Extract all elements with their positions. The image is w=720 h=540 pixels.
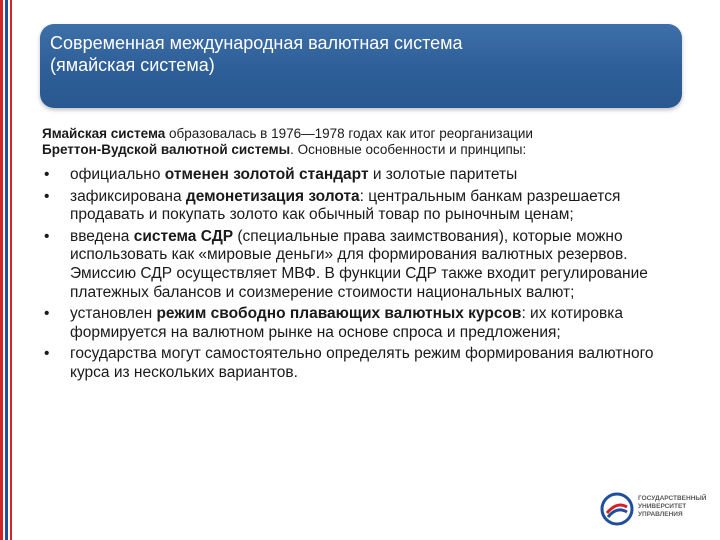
slide-title-box (40, 24, 682, 108)
bullet-item (42, 228, 682, 302)
university-logo (600, 492, 710, 532)
intro-paragraph (42, 126, 682, 158)
bullet-bold-text: система СДР (133, 227, 234, 245)
university-logo-icon (600, 492, 634, 526)
bullet-item (42, 305, 682, 342)
bullet-text: : их котировка формируется на валютном рынке на основе спроса и предложения; (70, 305, 623, 341)
bullet-text: зафиксирована (70, 187, 186, 205)
bullet-dot: • (44, 305, 50, 323)
logo-line: ГОСУДАРСТВЕННЫЙ (638, 495, 707, 502)
logo-line: УПРАВЛЕНИЯ (638, 511, 683, 518)
bullet-text: : центральным банкам разрешается продавать и покупать золото как обычный товар по рыночным ценам; (70, 187, 621, 224)
intro-bold-term: Ямайская система (42, 126, 166, 141)
bullet-item (42, 188, 682, 225)
intro-bold-term: Бреттон-Вудской валютной системы (42, 142, 291, 157)
bullet-text: установлен (70, 305, 157, 323)
bullet-bold-text: режим свободно плавающих валютных курсов (156, 305, 522, 323)
bullet-text: и золотые паритеты (368, 166, 518, 183)
bullet-bold-text: отменен золотой стандарт (164, 166, 369, 183)
bullet-dot: • (44, 345, 50, 363)
intro-text: . Основные особенности и принципы: (290, 142, 527, 157)
stripe-red (10, 0, 12, 540)
title-line-2: (ямайская система) (50, 55, 215, 75)
bullet-list (42, 166, 682, 383)
bullet-text: введена (70, 227, 134, 245)
bullet-item (42, 166, 682, 185)
bullet-text: официально (70, 166, 165, 183)
bullet-bold-text: демонетизация золота (185, 187, 360, 205)
slide-content (42, 126, 682, 386)
bullet-text: (специальные права заимствования), которые можно использовать как «мировые деньги» для формирования валютных резервов. Эмиссию СДР осуществляет МВФ. В функции СДР также входит регулирование платежных балансов и соизмерение стоимости национальных валют; (70, 227, 648, 301)
logo-line: УНИВЕРСИТЕТ (638, 503, 687, 510)
title-line-1: Современная международная валютная система (50, 33, 463, 53)
bullet-item (42, 345, 682, 382)
side-stripes (0, 0, 14, 540)
bullet-dot: • (44, 166, 50, 183)
bullet-dot: • (44, 227, 50, 245)
bullet-text: государства могут самостоятельно определять режим формирования валютного курса из нескольких вариантов. (70, 345, 654, 381)
bullet-dot: • (44, 187, 50, 205)
logo-text (638, 495, 710, 519)
intro-text: образовалась в 1976—1978 годах как итог реорганизации (165, 126, 533, 141)
